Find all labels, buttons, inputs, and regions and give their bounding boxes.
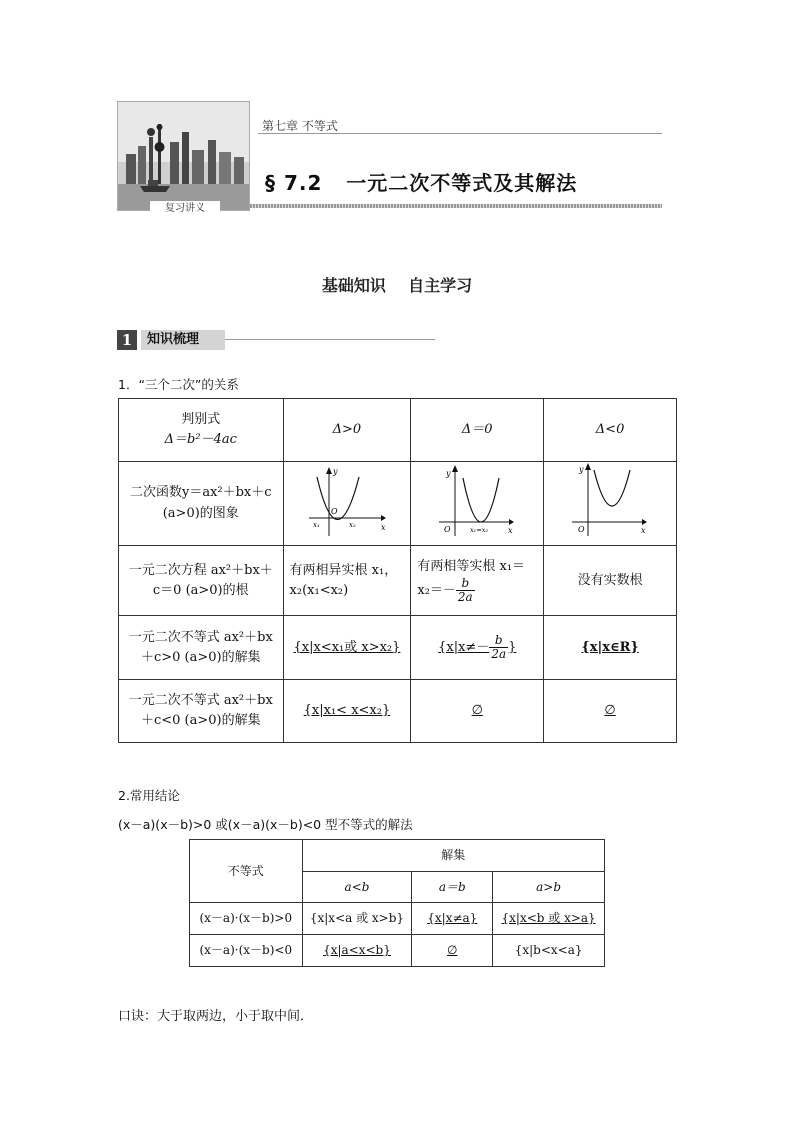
table-cell: 有两相等实根 x₁＝ x₂＝－ $\frac{b}{2a}$ — [411, 546, 544, 616]
table-row — [119, 462, 677, 546]
table-row — [119, 546, 677, 616]
table-cell: {x|x<x₁或 x>x₂} — [283, 616, 411, 680]
table-cell: {x|x₁< x<x₂} — [283, 680, 411, 743]
header-rule-top — [258, 133, 662, 134]
table-row — [119, 616, 677, 680]
table-cell — [411, 462, 544, 546]
table-cell: (x－a)·(x－b)<0 — [190, 935, 303, 967]
graph-origin-label: O — [444, 525, 451, 534]
table-cell: ∅ — [412, 935, 493, 967]
header-rule-bottom — [250, 204, 662, 208]
table-cell — [283, 462, 411, 546]
table-cell: 解集 — [302, 840, 604, 872]
table-cell: 判别式 Δ＝b²－4ac — [119, 399, 284, 462]
table-cell: {x|a<x<b} — [302, 935, 412, 967]
parabola-no-root-graph — [570, 462, 650, 538]
graph-origin-label: O — [330, 507, 338, 516]
graph-x1-label: x₁ — [312, 521, 320, 529]
parabola-one-root-graph — [437, 462, 517, 538]
table-cell: 有两相异实根 x₁， x₂(x₁<x₂) — [283, 546, 411, 616]
table-cell: ∅ — [544, 680, 677, 743]
graph-y-label: y — [446, 469, 451, 478]
table-cell: a<b — [302, 872, 412, 903]
table-cell: 没有实数根 — [544, 546, 677, 616]
item2-title: 2.常用结论 — [118, 788, 180, 803]
graph-x2-label: x₂ — [348, 521, 356, 529]
graph-y-label: y — [579, 465, 584, 474]
parabola-two-roots-graph — [307, 462, 387, 538]
section-title: § 7.2 一元二次不等式及其解法 — [265, 171, 578, 195]
table-row — [190, 840, 605, 872]
graph-x1x2-label: x₁=x₂ — [470, 526, 489, 534]
table-row — [190, 903, 605, 935]
table-cell: a＝b — [412, 872, 493, 903]
table-cell: 一元二次不等式 ax²＋bx ＋c<0 (a>0)的解集 — [119, 680, 284, 743]
item2-subtitle: (x－a)(x－b)>0 或(x－a)(x－b)<0 型不等式的解法 — [118, 817, 413, 832]
table-cell: {x|x<a 或 x>b} — [302, 903, 412, 935]
table-cell: 不等式 — [190, 840, 303, 903]
common-conclusion-table — [189, 839, 605, 967]
graph-x-label: x — [380, 523, 386, 532]
table-cell — [544, 462, 677, 546]
fraction: $\frac{b}{2a}$ — [491, 632, 507, 662]
table-cell: {x|x∈R} — [544, 616, 677, 680]
graph-y-label: y — [332, 467, 338, 476]
graph-origin-label: O — [578, 525, 585, 534]
fraction: $\frac{b}{2a}$ — [457, 576, 473, 605]
table-cell: {x|b<x<a} — [493, 935, 605, 967]
review-tag: 复习讲义 — [150, 201, 220, 217]
table-cell: a>b — [493, 872, 605, 903]
table-row — [190, 935, 605, 967]
section-bar-rule — [225, 339, 435, 340]
graph-x-label: x — [508, 526, 513, 535]
table-row — [119, 680, 677, 743]
graph-x-label: x — [641, 526, 646, 535]
table-cell: 一元二次不等式 ax²＋bx ＋c>0 (a>0)的解集 — [119, 616, 284, 680]
table-cell: Δ<0 — [544, 399, 677, 462]
item1-title: 1．“三个二次”的关系 — [118, 377, 239, 392]
part-title: 基础知识 自主学习 — [321, 276, 473, 295]
table-cell: 一元二次方程 ax²＋bx＋ c＝0 (a>0)的根 — [119, 546, 284, 616]
table-cell: ∅ — [411, 680, 544, 743]
table-cell: {x|x<b 或 x>a} — [493, 903, 605, 935]
table-cell: Δ>0 — [283, 399, 411, 462]
three-quadratics-table — [118, 398, 677, 743]
chapter-label: 第七章 不等式 — [262, 119, 338, 133]
table-cell: (x－a)·(x－b)>0 — [190, 903, 303, 935]
table-cell: Δ＝0 — [411, 399, 544, 462]
table-cell: 二次函数y＝ax²＋bx＋c (a>0)的图象 — [119, 462, 284, 546]
skyline-photo — [117, 101, 250, 211]
table-cell: {x|x≠a} — [412, 903, 493, 935]
table-cell: {x|x≠－ $\frac{b}{2a}$ } — [411, 616, 544, 680]
mnemonic: 口诀：大于取两边，小于取中间． — [118, 1009, 314, 1024]
section-bar-label: 知识梳理 — [141, 330, 225, 350]
table-row — [119, 399, 677, 462]
section-bar-number: 1 — [117, 330, 137, 350]
